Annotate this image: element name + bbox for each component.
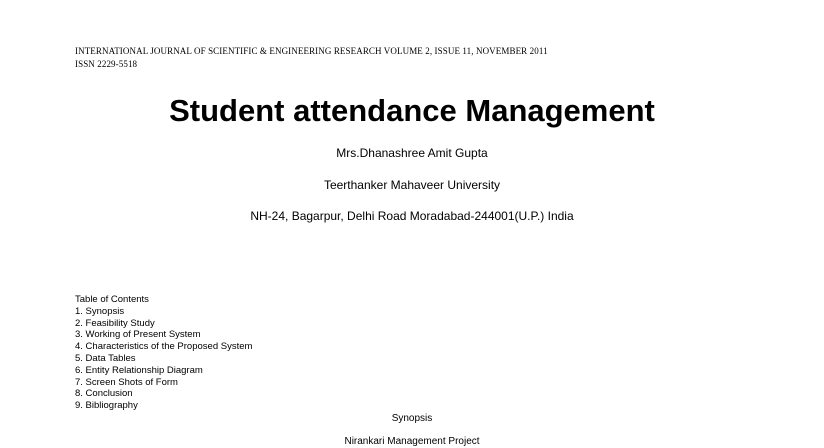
- toc-item: 5. Data Tables: [75, 352, 136, 364]
- toc-item: 2. Feasibility Study: [75, 317, 155, 329]
- partial-body-line: Nirankari Management Project: [344, 436, 480, 447]
- journal-header: [75, 45, 548, 71]
- author-address: NH-24, Bagarpur, Delhi Road Moradabad-244001(U.P.) India: [250, 209, 574, 223]
- paper-title: Student attendance Management: [169, 93, 655, 128]
- toc-item: 7. Screen Shots of Form: [75, 376, 178, 388]
- toc-item: 6. Entity Relationship Diagram: [75, 364, 203, 376]
- author-name: Mrs.Dhanashree Amit Gupta: [336, 146, 488, 160]
- table-of-contents: [75, 294, 252, 412]
- section-heading-synopsis: Synopsis: [391, 413, 433, 424]
- journal-title-line: INTERNATIONAL JOURNAL OF SCIENTIFIC & ENGINEERING RESEARCH VOLUME 2, ISSUE 11, NOVEMBER 2011: [75, 46, 548, 56]
- toc-item: 1. Synopsis: [75, 305, 125, 317]
- issn-line: ISSN 2229-5518: [75, 59, 138, 69]
- author-affiliation: Teerthanker Mahaveer University: [323, 178, 501, 192]
- toc-item: 8. Conclusion: [75, 388, 133, 400]
- toc-item: 3. Working of Present System: [75, 329, 201, 341]
- toc-item: 9. Bibliography: [75, 400, 138, 412]
- toc-heading: Table of Contents: [75, 294, 149, 305]
- toc-list: [75, 306, 252, 412]
- toc-item: 4. Characteristics of the Proposed System: [75, 341, 253, 353]
